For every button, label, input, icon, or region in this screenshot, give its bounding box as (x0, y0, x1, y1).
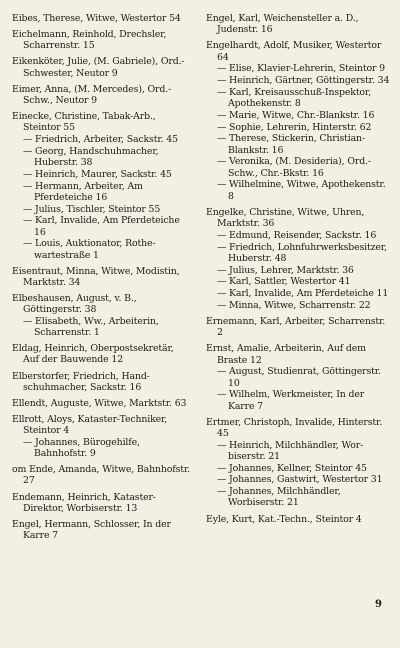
directory-entry: Ellendt, Auguste, Witwe, Marktstr. 63 (12, 397, 187, 409)
directory-entry: Eibes, Therese, Witwe, Westertor 54 (12, 13, 181, 24)
right-column (206, 13, 390, 530)
directory-sub-entry: — Julius, Lehrer, Marktstr. 36 (217, 264, 354, 276)
page-number: 9 (375, 599, 382, 610)
directory-sub-entry: — August, Studienrat, Göttingerstr. 10 (217, 366, 381, 389)
directory-sub-entry: — Therese, Stickerin, ChristianBlankstr. 16 (217, 133, 366, 156)
directory-sub-entry: — Johannes, Kellner, Steintor 45 (217, 462, 367, 474)
directory-entry: Eisentraut, Minna, Witwe, Modistin, Marktstr. 34 (12, 265, 180, 288)
directory-sub-entry: — Louis, Auktionator, Rothewartestraße 1 (23, 238, 156, 261)
directory-entry: Ertmer, Christoph, Invalide, Hinterstr. 45 (206, 416, 383, 439)
directory-sub-entry: — Georg, Handschuhmacher, Huberstr. 38 (23, 145, 159, 168)
directory-sub-entry: — Marie, Witwe, Chr.-Blankstr. 16 (217, 109, 375, 121)
directory-entry: Engelhardt, Adolf, Musiker, Westertor 64 (206, 40, 382, 63)
directory-sub-entry: — Julius, Tischler, Steintor 55 (23, 203, 161, 215)
directory-sub-entry: — Karl, Kreisausschuß-Inspektor, Apothekenstr. 8 (217, 86, 372, 110)
directory-entry: Eimer, Anna, (M. Mercedes), Ord.-Schw., Neutor 9 (12, 83, 172, 106)
directory-sub-entry: — Johannes, Milchhändler, Worbiserstr. 21 (217, 486, 341, 509)
directory-sub-entry: — Friedrich, Arbeiter, Sackstr. 45 (23, 133, 178, 145)
directory-sub-entry: — Karl, Invalide, Am Pferdeteiche 11 (217, 288, 389, 300)
directory-sub-entry: — Heinrich, Gärtner, Göttingerstr. 34 (217, 75, 390, 87)
directory-entry: Ellrott, Aloys, Kataster-Techniker, Steintor 4 (12, 413, 168, 437)
directory-sub-entry: — Sophie, Lehrerin, Hinterstr. 62 (217, 121, 372, 133)
directory-entry: om Ende, Amanda, Witwe, Bahnhofstr. 27 (12, 464, 190, 487)
directory-entry: Eikenköter, Julie, (M. Gabriele), Ord.-Schwester, Neutor 9 (12, 56, 185, 79)
directory-sub-entry: — Johannes, Gastwirt, Westertor 31 (217, 474, 383, 486)
directory-sub-entry: — Hermann, Arbeiter, Am Pferdeteiche 16 (23, 180, 143, 203)
directory-sub-entry: — Elisabeth, Ww., Arbeiterin, Scharrenstr. 1 (23, 315, 159, 339)
directory-entry: Engel, Hermann, Schlosser, In der Karre 7 (12, 518, 171, 542)
directory-sub-entry: — Wilhelmine, Witwe, Apothekenstr. 8 (217, 179, 386, 202)
directory-entry: Ernst, Amalie, Arbeiterin, Auf dem Braste 12 (206, 343, 366, 366)
directory-entry: Eyle, Kurt, Kat.-Techn., Steintor 4 (206, 513, 362, 525)
directory-sub-entry: — Karl, Invalide, Am Pferdeteiche 16 (23, 215, 180, 238)
directory-entry: Eichelmann, Reinhold, Drechsler, Scharrenstr. 15 (12, 29, 167, 52)
directory-entry: Engelke, Christine, Witwe, Uhren, Marktstr. 36 (206, 206, 365, 229)
directory-entry: Einecke, Christine, Tabak-Arb., Steintor 55 (12, 110, 156, 134)
directory-sub-entry: — Elise, Klavier-Lehrerin, Steintor 9 (217, 63, 385, 75)
directory-entry: Ernemann, Karl, Arbeiter, Scharrenstr. 2 (206, 316, 386, 339)
directory-sub-entry: — Karl, Sattler, Westertor 41 (217, 276, 351, 288)
directory-sub-entry: — Minna, Witwe, Scharrenstr. 22 (217, 299, 371, 311)
directory-sub-entry: — Friedrich, Lohnfuhrwerksbesitzer, Huberstr. 48 (217, 241, 387, 264)
left-column (12, 13, 192, 546)
directory-sub-entry: — Heinrich, Milchhändler, Worbiserstr. 21 (217, 439, 364, 462)
directory-entry: Eldag, Heinrich, Oberpostsekretär, Auf der Bauwende 12 (12, 343, 174, 366)
directory-sub-entry: — Wilhelm, Werkmeister, In der Karre 7 (217, 389, 365, 412)
directory-sub-entry: — Edmund, Reisender, Sackstr. 16 (217, 229, 377, 241)
directory-entry: Endemann, Heinrich, KatasterDirektor, Worbiserstr. 13 (12, 491, 156, 514)
directory-entry: Elberstorfer, Friedrich, Handschuhmacher, Sackstr. 16 (12, 370, 150, 393)
directory-sub-entry: — Johannes, Bürogehilfe, Bahnhofstr. 9 (23, 436, 140, 460)
directory-sub-entry: — Veronika, (M. Desideria), Ord.-Schw., Chr.-Bkstr. 16 (217, 156, 371, 179)
directory-sub-entry: — Heinrich, Maurer, Sackstr. 45 (23, 168, 172, 180)
directory-entry: Engel, Karl, Weichensteller a. D., Judenstr. 16 (206, 13, 359, 36)
directory-entry: Elbeshausen, August, v. B., Göttingerstr. 38 (12, 292, 137, 316)
